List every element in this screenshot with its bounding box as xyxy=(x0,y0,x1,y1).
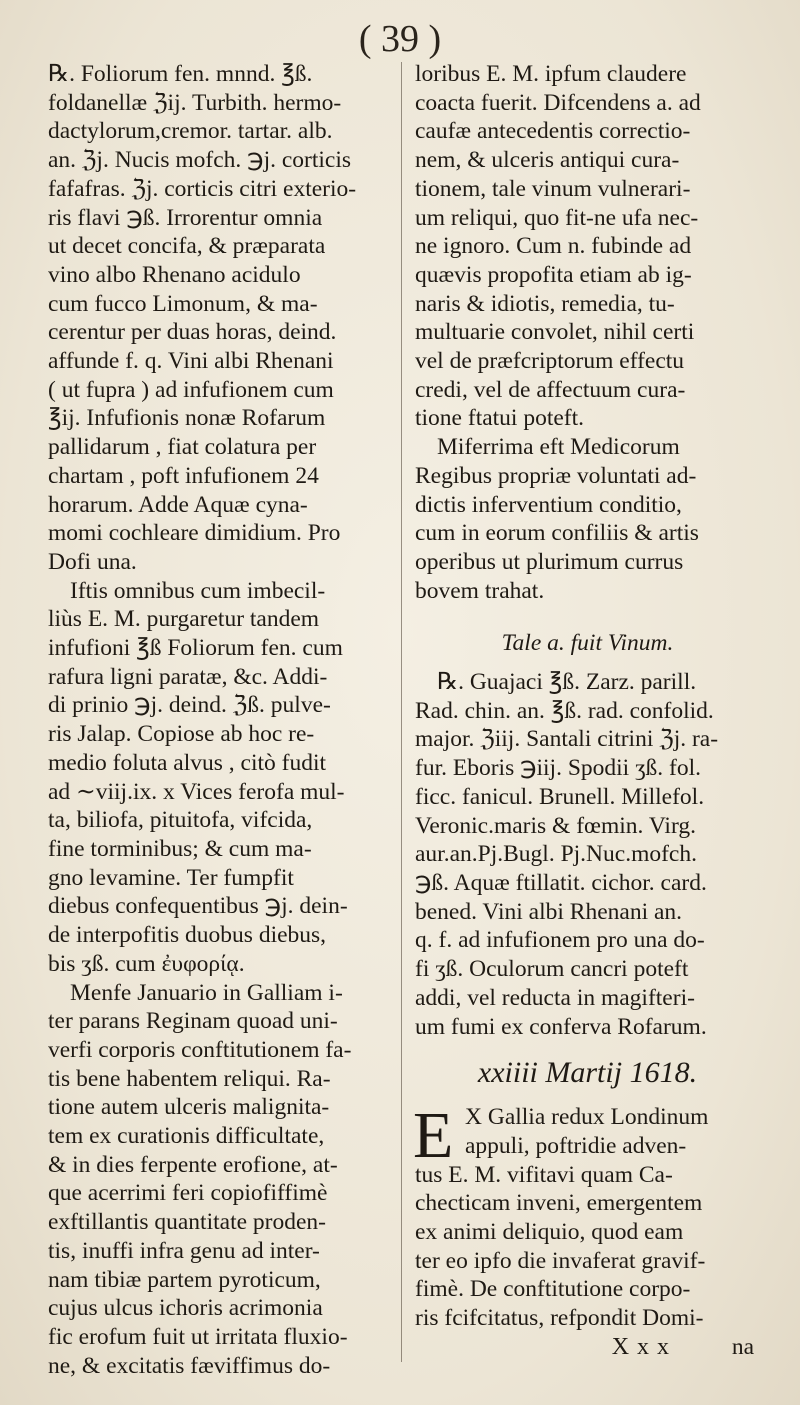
text-line: tis bene habentem reliqui. Ra- xyxy=(48,1065,331,1092)
text-line: cum fucco Limonum, & ma- xyxy=(48,290,318,317)
text-line: ris Jalap. Copiose ab hoc re- xyxy=(48,721,315,748)
text-line: ad ∼viij.ix. x Vices ferofa mul- xyxy=(48,778,345,805)
left-column xyxy=(48,60,388,1380)
signature-mark: X x x xyxy=(611,1333,671,1360)
text-line: ta, biliofa, pituitofa, vifcida, xyxy=(48,807,313,834)
text-line: dactylorum,cremor. tartar. alb. xyxy=(48,118,333,145)
text-line: tione autem ulceris malignita- xyxy=(48,1094,330,1121)
text-line: nem, & ulceris antiqui cura- xyxy=(415,147,680,174)
text-line: medio foluta alvus , citò fudit xyxy=(48,749,327,776)
text-line: di prinio ℈j. deind. ℨß. pulve- xyxy=(48,692,331,719)
text-line: q. f. ad infufionem pro una do- xyxy=(415,927,705,954)
column-divider xyxy=(401,62,402,1362)
text-line: cum in eorum confiliis & artis xyxy=(415,520,699,547)
text-line: vino albo Rhenano acidulo xyxy=(48,261,301,288)
text-line: fine torminibus; & cum ma- xyxy=(48,835,312,862)
text-line: de interpofitis duobus diebus, xyxy=(48,922,327,949)
footer-line xyxy=(415,1333,760,1362)
text-line: multuarie convolet, nihil certi xyxy=(415,319,695,346)
text-line: ( ut fupra ) ad infufionem cum xyxy=(48,376,334,403)
text-line: Veronic.maris & fœmin. Virg. xyxy=(415,812,696,839)
text-line: exftillantis quantitate proden- xyxy=(48,1209,326,1236)
text-line: ficc. fanicul. Brunell. Millefol. xyxy=(415,783,705,810)
text-line: Menfe Januario in Galliam i- xyxy=(70,979,343,1006)
text-line: momi cochleare dimidium. Pro xyxy=(48,520,341,547)
dropcap-paragraph xyxy=(413,1099,760,1173)
text-line: bened. Vini albi Rhenani an. xyxy=(415,898,683,925)
text-line: Miferrima eft Medicorum xyxy=(437,434,680,461)
text-line: infufioni ℥ß Foliorum fen. cum xyxy=(48,635,343,662)
text-line: aur.an.Pj.Bugl. Pj.Nuc.mofch. xyxy=(415,841,697,868)
text-line: gno levamine. Ter fumpfit xyxy=(48,864,294,891)
text-line: pallidarum , fiat colatura per xyxy=(48,434,317,461)
text-line: ris flavi ℈ß. Irrorentur omnia xyxy=(48,204,323,231)
subheading: Tale a. fuit Vinum. xyxy=(501,630,674,657)
text-line: Regibus propriæ voluntati ad- xyxy=(415,462,697,489)
text-line: operibus ut plurimum currus xyxy=(415,548,684,575)
text-line: tem ex curationis difficultate, xyxy=(48,1123,325,1150)
text-line: tionem, tale vinum vulnerari- xyxy=(415,175,691,202)
dropcap-line-1: X Gallia redux Londinum xyxy=(465,1104,709,1131)
text-line: um reliqui, quo fit-ne ufa nec- xyxy=(415,204,699,231)
text-line: fafafras. ℨj. corticis citri exterio- xyxy=(48,175,357,202)
text-line: ris fcifcitatus, refpondit Domi- xyxy=(415,1305,704,1332)
text-line: checticam inveni, emergentem xyxy=(415,1190,703,1217)
text-line: ne ignoro. Cum n. fubinde ad xyxy=(415,233,692,260)
text-line: chartam , poft infufionem 24 xyxy=(48,462,319,489)
right-column-text-a xyxy=(415,60,760,605)
text-line: loribus E. M. ipfum claudere xyxy=(415,61,687,87)
text-line: fi ʒß. Oculorum cancri poteft xyxy=(415,956,689,983)
text-line: bis ʒß. cum ἐυφορίᾳ. xyxy=(48,950,245,977)
date-heading: xxiiii Martij 1618. xyxy=(477,1056,698,1090)
right-column xyxy=(415,60,760,1362)
dropcap-letter: E xyxy=(413,1099,454,1173)
text-line: rafura ligni paratæ, &c. Addi- xyxy=(48,663,328,690)
text-line: fur. Eboris ℈iij. Spodii ʒß. fol. xyxy=(415,755,701,782)
text-line: horarum. Adde Aquæ cyna- xyxy=(48,491,308,518)
text-line: caufæ antecedentis correctio- xyxy=(415,118,691,145)
text-line: tis, inuffi infra genu ad inter- xyxy=(48,1237,320,1264)
text-line: dictis inferventium conditio, xyxy=(415,491,682,518)
text-line: & in dies ferpente erofione, at- xyxy=(48,1151,338,1178)
text-line: ut decet concifa, & præparata xyxy=(48,233,326,260)
text-line: credi, vel de affectuum cura- xyxy=(415,376,686,403)
text-line: Iftis omnibus cum imbecil- xyxy=(70,577,326,604)
text-line: ℈ß. Aquæ ftillatit. cichor. card. xyxy=(415,869,707,896)
text-line: cujus ulcus ichoris acrimonia xyxy=(48,1295,323,1322)
text-line: que acerrimi feri copiofiffimè xyxy=(48,1180,328,1207)
text-line: quævis propofita etiam ab ig- xyxy=(415,261,692,288)
text-line: tione ftatui poteft. xyxy=(415,405,585,432)
text-line: cerentur per duas horas, deind. xyxy=(48,319,337,346)
text-line: naris & idiotis, remedia, tu- xyxy=(415,290,675,317)
text-line: nam tibiæ partem pyroticum, xyxy=(48,1266,321,1293)
text-line: foldanellæ ℨij. Turbith. hermo- xyxy=(48,89,342,116)
text-line: bovem trahat. xyxy=(415,577,545,604)
catchword: na xyxy=(731,1333,754,1360)
text-line: affunde f. q. Vini albi Rhenani xyxy=(48,348,334,375)
text-line: ℞. Guajaci ℥ß. Zarz. parill. xyxy=(437,669,697,696)
text-line: ex animi deliquio, quod eam xyxy=(415,1219,684,1246)
text-line: fic erofum fuit ut irritata fluxio- xyxy=(48,1323,348,1350)
text-line: Rad. chin. an. ℥ß. rad. confolid. xyxy=(415,697,714,724)
text-line: tus E. M. vifitavi quam Ca- xyxy=(415,1161,673,1188)
dropcap-line-2: appuli, poftridie adven- xyxy=(465,1132,687,1159)
text-line: ter parans Reginam quoad uni- xyxy=(48,1008,338,1035)
text-line: coacta fuerit. Difcendens a. ad xyxy=(415,89,701,116)
text-line: ter eo ipfo die invaferat gravif- xyxy=(415,1247,706,1274)
page-number: ( 39 ) xyxy=(358,18,442,60)
right-column-text-c xyxy=(415,1161,760,1333)
text-line: fimè. De conftitutione corpo- xyxy=(415,1276,691,1303)
text-line: addi, vel reducta in magifteri- xyxy=(415,984,695,1011)
text-line: ℥ij. Infufionis nonæ Rofarum xyxy=(48,405,326,432)
text-line: verfi corporis conftitutionem fa- xyxy=(48,1036,352,1063)
text-line: diebus confequentibus ℈j. dein- xyxy=(48,893,348,920)
right-column-recipe xyxy=(415,668,760,1041)
text-line: ne, & excitatis fæviffimus do- xyxy=(48,1352,331,1379)
text-line: an. ℨj. Nucis mofch. ℈j. corticis xyxy=(48,147,352,174)
text-line: um fumi ex conferva Rofarum. xyxy=(415,1013,707,1040)
text-line: ℞. Foliorum fen. mnnd. ℥ß. xyxy=(48,61,313,87)
text-line: major. ℨiij. Santali citrini ℨj. ra- xyxy=(415,726,719,753)
text-line: liùs E. M. purgaretur tandem xyxy=(48,606,320,633)
text-line: Dofi una. xyxy=(48,548,137,575)
text-line: vel de præfcriptorum effectu xyxy=(415,348,685,375)
